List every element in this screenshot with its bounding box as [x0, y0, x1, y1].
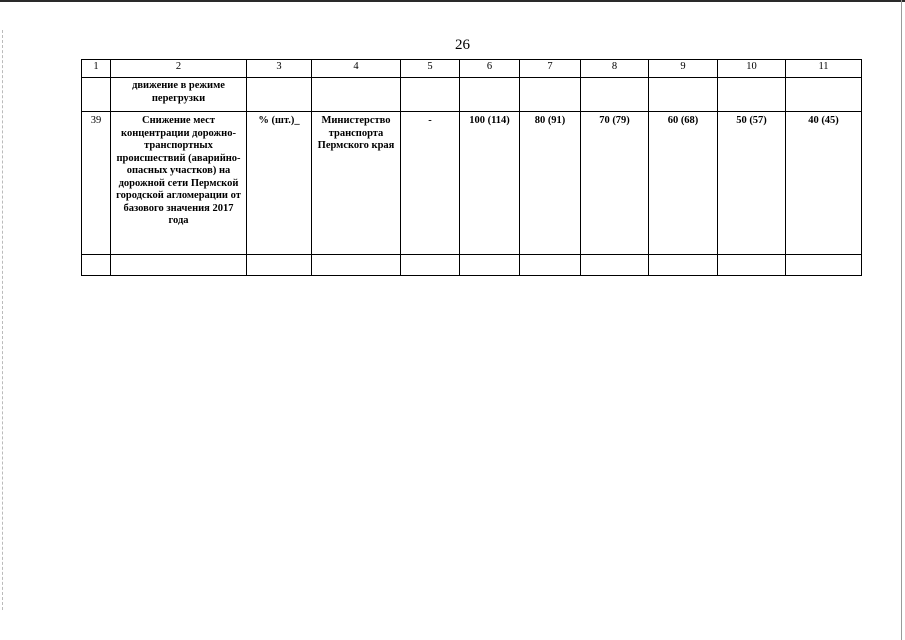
header-cell-5: 5 — [401, 60, 460, 78]
unit-of-measure: % (шт.)_ — [247, 112, 312, 255]
header-cell-10: 10 — [718, 60, 786, 78]
table-row-39 — [82, 112, 862, 255]
table-cell — [312, 255, 401, 276]
table-cell — [520, 78, 581, 112]
table-cell — [718, 255, 786, 276]
table-cell — [401, 255, 460, 276]
scan-left-edge — [2, 30, 4, 610]
table-cell — [82, 255, 111, 276]
value-col-10: 50 (57) — [718, 112, 786, 255]
table-cell — [312, 78, 401, 112]
table-cell — [247, 78, 312, 112]
header-cell-7: 7 — [520, 60, 581, 78]
page-number: 26 — [455, 37, 470, 53]
table-cell — [520, 255, 581, 276]
indicator-table — [81, 59, 862, 276]
table-cell — [581, 78, 649, 112]
table-cell — [401, 78, 460, 112]
table-cell — [460, 78, 520, 112]
value-col-9: 60 (68) — [649, 112, 718, 255]
table-cell — [786, 255, 862, 276]
header-cell-3: 3 — [247, 60, 312, 78]
scan-top-edge — [0, 0, 905, 2]
scan-right-edge — [901, 0, 902, 640]
table-cell — [82, 78, 111, 112]
table-cell — [718, 78, 786, 112]
value-col-8: 70 (79) — [581, 112, 649, 255]
header-cell-6: 6 — [460, 60, 520, 78]
table-cell — [786, 78, 862, 112]
table-cell — [581, 255, 649, 276]
table-cell — [649, 255, 718, 276]
header-cell-11: 11 — [786, 60, 862, 78]
header-cell-8: 8 — [581, 60, 649, 78]
indicator-name: Снижение мест концентрации дорожно-транспортных происшествий (аварийно-опасных участков) на дорожной сети Пермской городской агломерации от базового значения 2017 года — [111, 112, 247, 255]
continuation-row — [82, 78, 862, 112]
continued-indicator-text: движение в режиме перегрузки — [111, 78, 247, 112]
table-cell — [460, 255, 520, 276]
header-cell-1: 1 — [82, 60, 111, 78]
header-cell-9: 9 — [649, 60, 718, 78]
row-number: 39 — [82, 112, 111, 255]
table-cell — [111, 255, 247, 276]
base-value: - — [401, 112, 460, 255]
value-col-6: 100 (114) — [460, 112, 520, 255]
empty-row — [82, 255, 862, 276]
table-cell — [649, 78, 718, 112]
table-header-row — [82, 60, 862, 78]
value-col-7: 80 (91) — [520, 112, 581, 255]
table-cell — [247, 255, 312, 276]
header-cell-4: 4 — [312, 60, 401, 78]
responsible-body: Министерство транспорта Пермского края — [312, 112, 401, 255]
header-cell-2: 2 — [111, 60, 247, 78]
value-col-11: 40 (45) — [786, 112, 862, 255]
